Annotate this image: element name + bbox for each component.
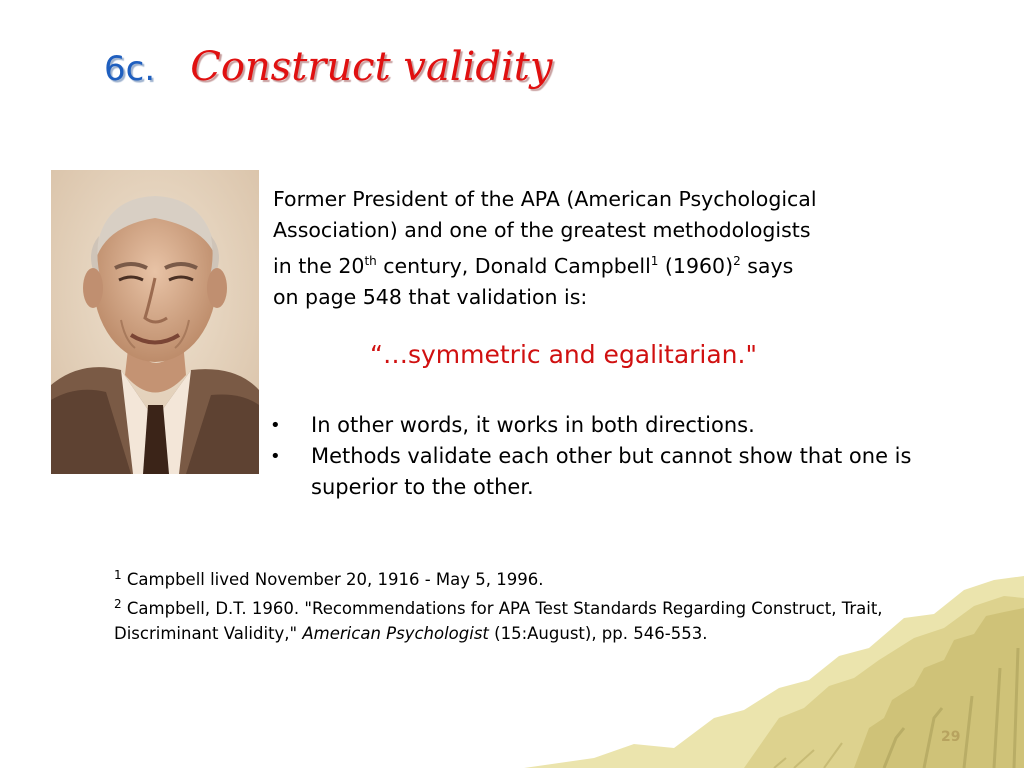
- footnote-1: $^1$ Campbell lived November 20, 1916 - May 5, 1996.: [114, 568, 544, 589]
- intro-line-2: Association) and one of the greatest methodologists: [273, 218, 811, 242]
- bullet-list: [270, 410, 990, 503]
- section-number: 6c.: [104, 49, 156, 89]
- intro-line-4: on page 548 that validation is:: [273, 285, 588, 309]
- title-text: Construct validity: [190, 44, 553, 90]
- intro-line-3: in the 20th century, Donald Campbell$^1$ $(1960)^2$ says: [273, 254, 794, 278]
- quote-text: “…symmetric and egalitarian.": [370, 340, 757, 369]
- footnote-2: $^2$ Campbell, D.T. 1960. "Recommendations for APA Test Standards Regarding Construct, Trait, Discriminant Validity," American Psychologist (15:August), pp. 546-553.: [114, 597, 883, 643]
- list-item: [270, 410, 990, 441]
- portrait-image: [51, 170, 259, 474]
- intro-line-1: Former President of the APA (American Psychological: [273, 187, 817, 211]
- page-number: 29: [941, 729, 961, 745]
- portrait-photo: [51, 170, 259, 474]
- slide-title: [104, 44, 552, 90]
- intro-paragraph: [273, 184, 973, 313]
- bullet-marker: •: [270, 415, 281, 436]
- list-item: [270, 441, 990, 503]
- bullet-marker: •: [270, 446, 281, 467]
- bullet-text: Methods validate each other but cannot show that one is superior to the other.: [311, 444, 912, 499]
- bullet-text: In other words, it works in both directions.: [311, 413, 755, 437]
